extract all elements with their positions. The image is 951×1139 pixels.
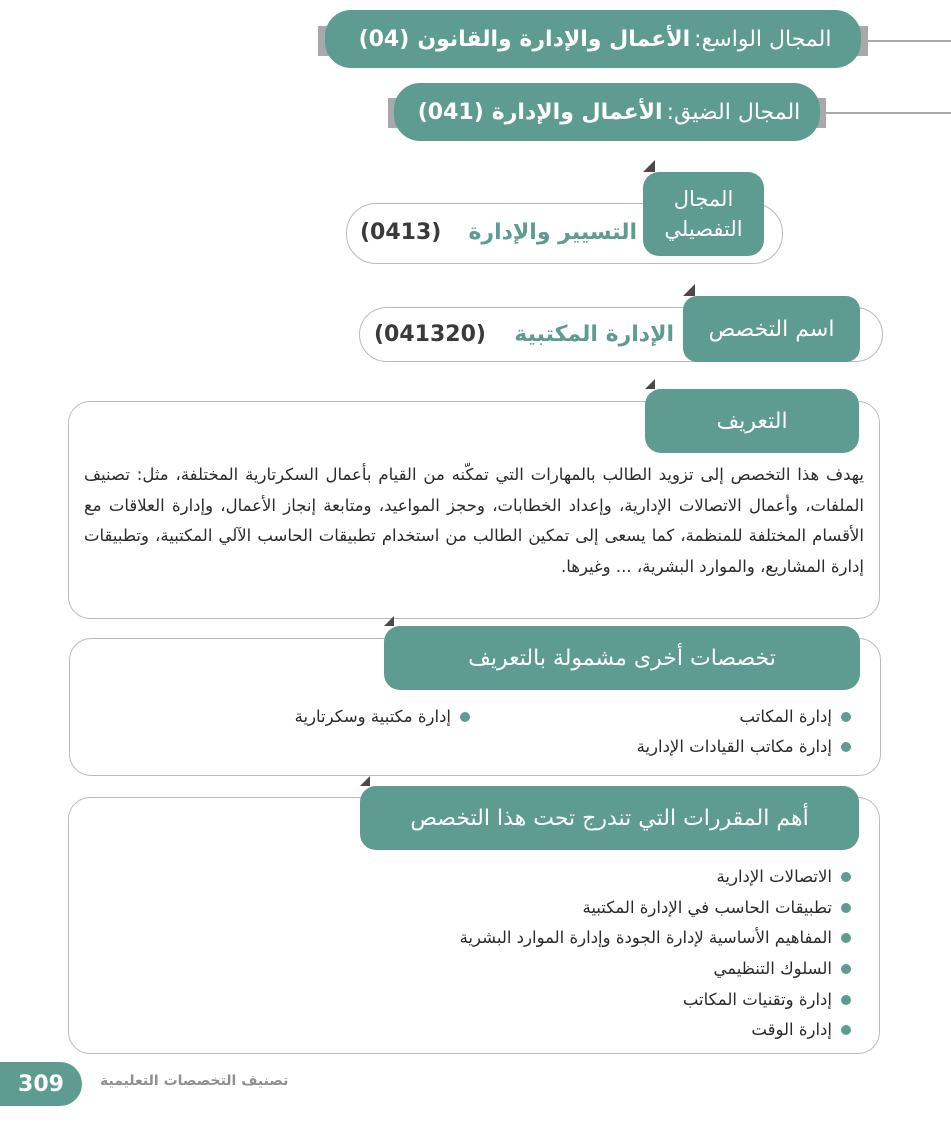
broad-field-code: (04) bbox=[358, 26, 410, 52]
bullet-dot bbox=[841, 742, 851, 752]
list-item-text: المفاهيم الأساسية لإدارة الجودة وإدارة الموارد البشرية bbox=[459, 928, 832, 947]
list-item bbox=[460, 928, 851, 947]
bullet-dot bbox=[841, 1025, 851, 1035]
definition-corner bbox=[645, 379, 655, 389]
courses-header bbox=[360, 786, 859, 850]
list-item-text: إدارة المكاتب bbox=[739, 707, 832, 726]
bullet-dot bbox=[841, 964, 851, 974]
specialization-value: الإدارة المكتبية bbox=[514, 322, 674, 347]
narrow-field-code: (041) bbox=[417, 99, 484, 125]
list-item bbox=[637, 737, 851, 756]
specialization-label bbox=[683, 296, 860, 362]
narrow-field-label: المجال الضيق: bbox=[666, 99, 801, 125]
definition-text: يهدف هذا التخصص إلى تزويد الطالب بالمهارات التي تمكّنه من القيام بأعمال السكرتارية المختلفة، مثل: تصنيف الملفات، وأعمال الاتصالات الإدارية، وإعداد الخطابات، وحجز المواعيد، ومتابعة إنجاز الأعمال، وإدارة العلاقات مع الأقسام المختلفة للمنظمة، كما يسعى إلى تمكين الطالب من استخدام تطبيقات الحاسب الآلي المكتبية، وتطبيقات إدارة المشاريع، والموارد البشرية، ... وغيرها. bbox=[84, 465, 864, 576]
specialization-corner bbox=[683, 284, 695, 296]
list-item-text: إدارة وتقنيات المكاتب bbox=[682, 990, 832, 1009]
footer-title: تصنيف التخصصات التعليمية bbox=[100, 1073, 289, 1089]
list-item bbox=[582, 898, 851, 917]
bullet-dot bbox=[841, 712, 851, 722]
bullet-dot bbox=[841, 995, 851, 1005]
bullet-dot bbox=[841, 933, 851, 943]
detailed-field-corner bbox=[643, 160, 655, 172]
specialization-code: (041320) bbox=[374, 322, 486, 347]
page-number: 309 bbox=[0, 1062, 82, 1106]
bullet-dot bbox=[841, 872, 851, 882]
narrow-field-value: الأعمال والإدارة bbox=[491, 99, 663, 125]
list-item bbox=[740, 707, 851, 726]
list-item-text: إدارة مكاتب القيادات الإدارية bbox=[636, 737, 832, 756]
broad-field-label: المجال الواسع: bbox=[694, 26, 832, 52]
list-item-text: الاتصالات الإدارية bbox=[716, 867, 832, 886]
narrow-field-connector bbox=[822, 112, 951, 114]
other-specializations-header bbox=[384, 626, 860, 690]
bullet-dot bbox=[841, 903, 851, 913]
list-item bbox=[751, 1020, 851, 1039]
bullet-dot bbox=[460, 712, 470, 722]
courses-title: أهم المقررات التي تندرج تحت هذا التخصص bbox=[410, 805, 809, 831]
detailed-field-label bbox=[643, 172, 764, 256]
detailed-field-code: (0413) bbox=[360, 220, 442, 245]
list-item bbox=[683, 990, 851, 1009]
definition-header bbox=[645, 389, 859, 453]
list-item-text: إدارة الوقت bbox=[751, 1020, 832, 1039]
definition-title: التعريف bbox=[716, 408, 788, 434]
other-specializations-corner bbox=[384, 616, 394, 626]
broad-field-connector bbox=[862, 40, 951, 42]
broad-field-value: الأعمال والإدارة والقانون bbox=[417, 26, 691, 52]
list-item bbox=[295, 707, 470, 726]
list-item-text: تطبيقات الحاسب في الإدارة المكتبية bbox=[582, 898, 832, 917]
list-item-text: إدارة مكتبية وسكرتارية bbox=[294, 707, 451, 726]
specialization-label-text: اسم التخصص bbox=[708, 316, 835, 342]
list-item bbox=[717, 867, 851, 886]
list-item-text: السلوك التنظيمي bbox=[713, 959, 832, 978]
detailed-field-label-line1: المجال bbox=[673, 187, 734, 211]
broad-field-bar bbox=[325, 10, 861, 68]
detailed-field-label-line2: التفصيلي bbox=[664, 217, 743, 241]
courses-corner bbox=[360, 776, 370, 786]
list-item bbox=[713, 959, 851, 978]
detailed-field-value: التسيير والإدارة bbox=[468, 220, 637, 245]
narrow-field-bar bbox=[394, 83, 820, 141]
other-specializations-title: تخصصات أخرى مشمولة بالتعريف bbox=[468, 645, 776, 671]
